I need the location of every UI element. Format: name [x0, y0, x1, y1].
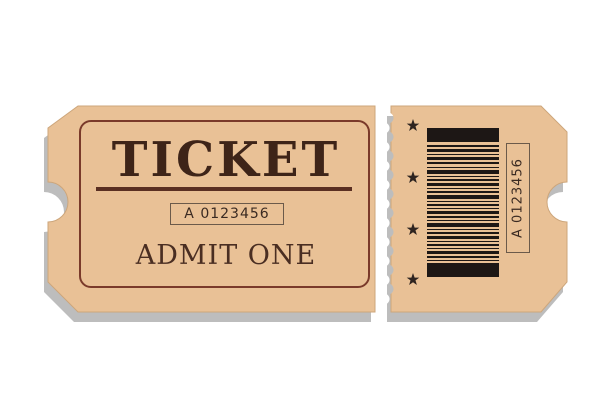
ticket-title: TICKET	[111, 132, 341, 188]
stub-serial-box	[506, 143, 530, 253]
admit-one-label: ADMIT ONE	[135, 240, 317, 271]
serial-number-box	[170, 203, 284, 225]
stub-serial-number: A 0123456	[510, 158, 526, 238]
serial-number: A 0123456	[184, 206, 270, 222]
